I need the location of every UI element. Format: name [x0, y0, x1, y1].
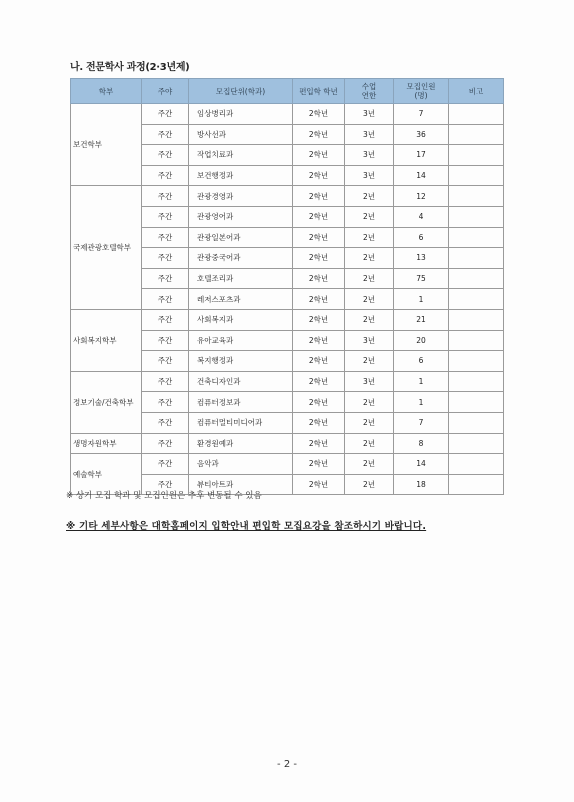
- type-cell: 주간: [142, 104, 189, 125]
- quota-cell: 12: [394, 186, 449, 207]
- remarks-cell: [449, 412, 504, 433]
- grade-cell: 2학년: [293, 124, 345, 145]
- unit-cell: 작업치료과: [189, 145, 293, 166]
- years-cell: 3년: [345, 330, 394, 351]
- dept-cell: 예술학부: [71, 454, 142, 495]
- type-cell: 주간: [142, 330, 189, 351]
- quota-cell: 7: [394, 104, 449, 125]
- quota-cell: 1: [394, 392, 449, 413]
- unit-cell: 관광일본어과: [189, 227, 293, 248]
- unit-cell: 보건행정과: [189, 165, 293, 186]
- type-cell: 주간: [142, 248, 189, 269]
- years-cell: 2년: [345, 227, 394, 248]
- grade-cell: 2학년: [293, 145, 345, 166]
- remarks-cell: [449, 330, 504, 351]
- unit-cell: 관광중국어과: [189, 248, 293, 269]
- quota-cell: 13: [394, 248, 449, 269]
- header-quota: [394, 79, 449, 104]
- years-cell: 2년: [345, 474, 394, 495]
- table-row: [71, 433, 504, 454]
- dept-cell: 국제관광호텔학부: [71, 186, 142, 310]
- years-cell: 2년: [345, 433, 394, 454]
- years-cell: 2년: [345, 268, 394, 289]
- unit-cell: 컴퓨터정보과: [189, 392, 293, 413]
- grade-cell: 2학년: [293, 330, 345, 351]
- unit-cell: 관광경영과: [189, 186, 293, 207]
- homepage-notice: ※ 기타 세부사항은 대학홈페이지 입학안내 편입학 모집요강을 참조하시기 바랍니다.: [66, 521, 427, 532]
- type-cell: 주간: [142, 454, 189, 475]
- years-cell: 2년: [345, 309, 394, 330]
- header-years-line2: 연한: [361, 91, 377, 100]
- dept-cell: 생명자원학부: [71, 433, 142, 454]
- remarks-cell: [449, 165, 504, 186]
- type-cell: 주간: [142, 433, 189, 454]
- years-cell: 2년: [345, 206, 394, 227]
- type-cell: 주간: [142, 309, 189, 330]
- unit-cell: 레저스포츠과: [189, 289, 293, 310]
- quota-cell: 1: [394, 371, 449, 392]
- grade-cell: 2학년: [293, 433, 345, 454]
- type-cell: 주간: [142, 206, 189, 227]
- quota-cell: 14: [394, 165, 449, 186]
- grade-cell: 2학년: [293, 412, 345, 433]
- remarks-cell: [449, 392, 504, 413]
- unit-cell: 건축디자인과: [189, 371, 293, 392]
- years-cell: 3년: [345, 165, 394, 186]
- table-row: [71, 309, 504, 330]
- type-cell: 주간: [142, 371, 189, 392]
- quota-cell: 6: [394, 227, 449, 248]
- quota-cell: 6: [394, 351, 449, 372]
- unit-cell: 관광영어과: [189, 206, 293, 227]
- remarks-cell: [449, 351, 504, 372]
- remarks-cell: [449, 289, 504, 310]
- quota-cell: 17: [394, 145, 449, 166]
- table-row: [71, 186, 504, 207]
- grade-cell: 2학년: [293, 206, 345, 227]
- years-cell: 3년: [345, 371, 394, 392]
- type-cell: 주간: [142, 412, 189, 433]
- years-cell: 3년: [345, 124, 394, 145]
- page-number: - 2 -: [277, 759, 297, 770]
- unit-cell: 유아교육과: [189, 330, 293, 351]
- unit-cell: 복지행정과: [189, 351, 293, 372]
- unit-cell: 음악과: [189, 454, 293, 475]
- grade-cell: 2학년: [293, 268, 345, 289]
- grade-cell: 2학년: [293, 289, 345, 310]
- change-note: ※ 상기 모집 학과 및 모집인원은 추후 변동될 수 있음: [66, 491, 262, 501]
- unit-cell: 호텔조리과: [189, 268, 293, 289]
- remarks-cell: [449, 104, 504, 125]
- admission-table: [70, 78, 504, 495]
- section-heading: 나. 전문학사 과정(2·3년제): [70, 62, 190, 73]
- years-cell: 2년: [345, 351, 394, 372]
- unit-cell: 컴퓨터멀티미디어과: [189, 412, 293, 433]
- remarks-cell: [449, 474, 504, 495]
- grade-cell: 2학년: [293, 309, 345, 330]
- type-cell: 주간: [142, 268, 189, 289]
- type-cell: 주간: [142, 227, 189, 248]
- header-unit: 모집단위(학과): [189, 79, 293, 104]
- grade-cell: 2학년: [293, 165, 345, 186]
- remarks-cell: [449, 145, 504, 166]
- remarks-cell: [449, 248, 504, 269]
- dept-cell: 사회복지학부: [71, 309, 142, 371]
- type-cell: 주간: [142, 392, 189, 413]
- type-cell: 주간: [142, 124, 189, 145]
- years-cell: 2년: [345, 454, 394, 475]
- years-cell: 2년: [345, 392, 394, 413]
- quota-cell: 1: [394, 289, 449, 310]
- years-cell: 3년: [345, 104, 394, 125]
- type-cell: 주간: [142, 145, 189, 166]
- remarks-cell: [449, 454, 504, 475]
- remarks-cell: [449, 124, 504, 145]
- years-cell: 2년: [345, 289, 394, 310]
- grade-cell: 2학년: [293, 351, 345, 372]
- table-row: [71, 371, 504, 392]
- quota-cell: 4: [394, 206, 449, 227]
- remarks-cell: [449, 186, 504, 207]
- quota-cell: 20: [394, 330, 449, 351]
- quota-cell: 36: [394, 124, 449, 145]
- quota-cell: 8: [394, 433, 449, 454]
- remarks-cell: [449, 371, 504, 392]
- quota-cell: 7: [394, 412, 449, 433]
- unit-cell: 방사선과: [189, 124, 293, 145]
- years-cell: 3년: [345, 145, 394, 166]
- type-cell: 주간: [142, 289, 189, 310]
- header-years-line1: 수업: [361, 82, 377, 91]
- header-type: 주야: [142, 79, 189, 104]
- quota-cell: 75: [394, 268, 449, 289]
- type-cell: 주간: [142, 165, 189, 186]
- header-quota-line1: 모집인원: [406, 82, 436, 91]
- grade-cell: 2학년: [293, 392, 345, 413]
- unit-cell: 환경원예과: [189, 433, 293, 454]
- remarks-cell: [449, 309, 504, 330]
- table-row: [71, 454, 504, 475]
- type-cell: 주간: [142, 351, 189, 372]
- unit-cell: 뷰티아트과: [189, 474, 293, 495]
- remarks-cell: [449, 433, 504, 454]
- grade-cell: 2학년: [293, 227, 345, 248]
- header-years: [345, 79, 394, 104]
- grade-cell: 2학년: [293, 186, 345, 207]
- dept-cell: 정보기술/건축학부: [71, 371, 142, 433]
- header-remarks: 비고: [449, 79, 504, 104]
- unit-cell: 임상병리과: [189, 104, 293, 125]
- table-row: [71, 104, 504, 125]
- grade-cell: 2학년: [293, 474, 345, 495]
- remarks-cell: [449, 206, 504, 227]
- quota-cell: 18: [394, 474, 449, 495]
- quota-cell: 21: [394, 309, 449, 330]
- header-quota-line2: (명): [414, 91, 428, 100]
- unit-cell: 사회복지과: [189, 309, 293, 330]
- grade-cell: 2학년: [293, 371, 345, 392]
- remarks-cell: [449, 227, 504, 248]
- table-header-row: [71, 79, 504, 104]
- header-dept: 학부: [71, 79, 142, 104]
- grade-cell: 2학년: [293, 454, 345, 475]
- header-grade: 편입학 학년: [293, 79, 345, 104]
- remarks-cell: [449, 268, 504, 289]
- years-cell: 2년: [345, 412, 394, 433]
- grade-cell: 2학년: [293, 104, 345, 125]
- grade-cell: 2학년: [293, 248, 345, 269]
- quota-cell: 14: [394, 454, 449, 475]
- years-cell: 2년: [345, 186, 394, 207]
- years-cell: 2년: [345, 248, 394, 269]
- dept-cell: 보건학부: [71, 104, 142, 186]
- type-cell: 주간: [142, 186, 189, 207]
- type-cell: 주간: [142, 474, 189, 495]
